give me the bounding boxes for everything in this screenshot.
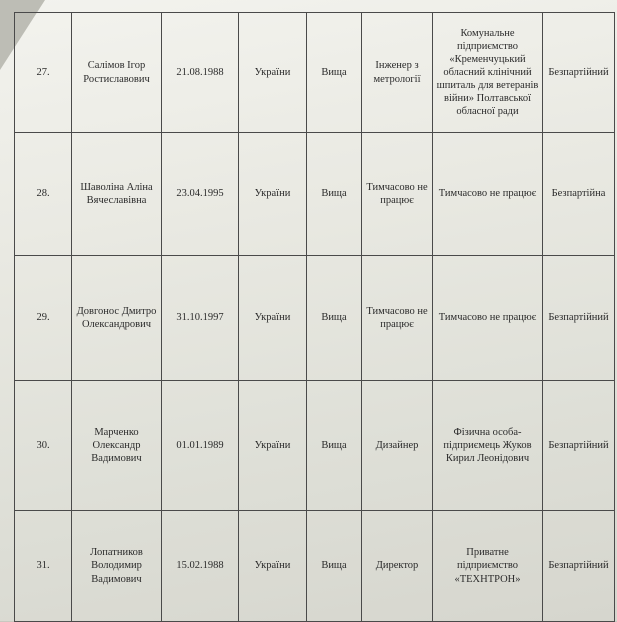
education: Вища: [307, 256, 362, 381]
candidate-name: Салімов Ігор Ростиславович: [72, 13, 162, 133]
workplace: Тимчасово не працює: [433, 133, 543, 256]
birth-date: 01.01.1989: [162, 381, 239, 511]
education: Вища: [307, 381, 362, 511]
citizenship: України: [239, 256, 307, 381]
workplace: Тимчасово не працює: [433, 256, 543, 381]
table-row: [15, 511, 615, 622]
education: Вища: [307, 511, 362, 622]
row-number: 30.: [15, 381, 72, 511]
table-row: [15, 256, 615, 381]
birth-date: 31.10.1997: [162, 256, 239, 381]
party-affiliation: Безпартійний: [543, 13, 615, 133]
citizenship: України: [239, 13, 307, 133]
position: Тимчасово не працює: [362, 256, 433, 381]
party-affiliation: Безпартійний: [543, 381, 615, 511]
education: Вища: [307, 13, 362, 133]
workplace: Комунальне підприємство «Кременчуцький обласний клінічний шпиталь для ветеранів війни» Полтавської обласної ради: [433, 13, 543, 133]
position: Дизайнер: [362, 381, 433, 511]
birth-date: 23.04.1995: [162, 133, 239, 256]
education: Вища: [307, 133, 362, 256]
row-number: 28.: [15, 133, 72, 256]
candidate-name: Марченко Олександр Вадимович: [72, 381, 162, 511]
party-affiliation: Безпартійна: [543, 133, 615, 256]
citizenship: України: [239, 381, 307, 511]
table-row: [15, 133, 615, 256]
candidates-table: [14, 12, 615, 622]
position: Тимчасово не працює: [362, 133, 433, 256]
birth-date: 21.08.1988: [162, 13, 239, 133]
candidate-name: Шаволіна Аліна Вячеславівна: [72, 133, 162, 256]
row-number: 27.: [15, 13, 72, 133]
birth-date: 15.02.1988: [162, 511, 239, 622]
party-affiliation: Безпартійний: [543, 511, 615, 622]
citizenship: України: [239, 511, 307, 622]
position: Інженер з метрології: [362, 13, 433, 133]
table-row: [15, 13, 615, 133]
candidate-name: Довгонос Дмитро Олександрович: [72, 256, 162, 381]
position: Директор: [362, 511, 433, 622]
workplace: Приватне підприємство «ТЕХНТРОН»: [433, 511, 543, 622]
citizenship: України: [239, 133, 307, 256]
row-number: 31.: [15, 511, 72, 622]
row-number: 29.: [15, 256, 72, 381]
party-affiliation: Безпартійний: [543, 256, 615, 381]
candidate-name: Лопатников Володимир Вадимович: [72, 511, 162, 622]
table-row: [15, 381, 615, 511]
workplace: Фізична особа-підприємець Жуков Кирил Леонідович: [433, 381, 543, 511]
